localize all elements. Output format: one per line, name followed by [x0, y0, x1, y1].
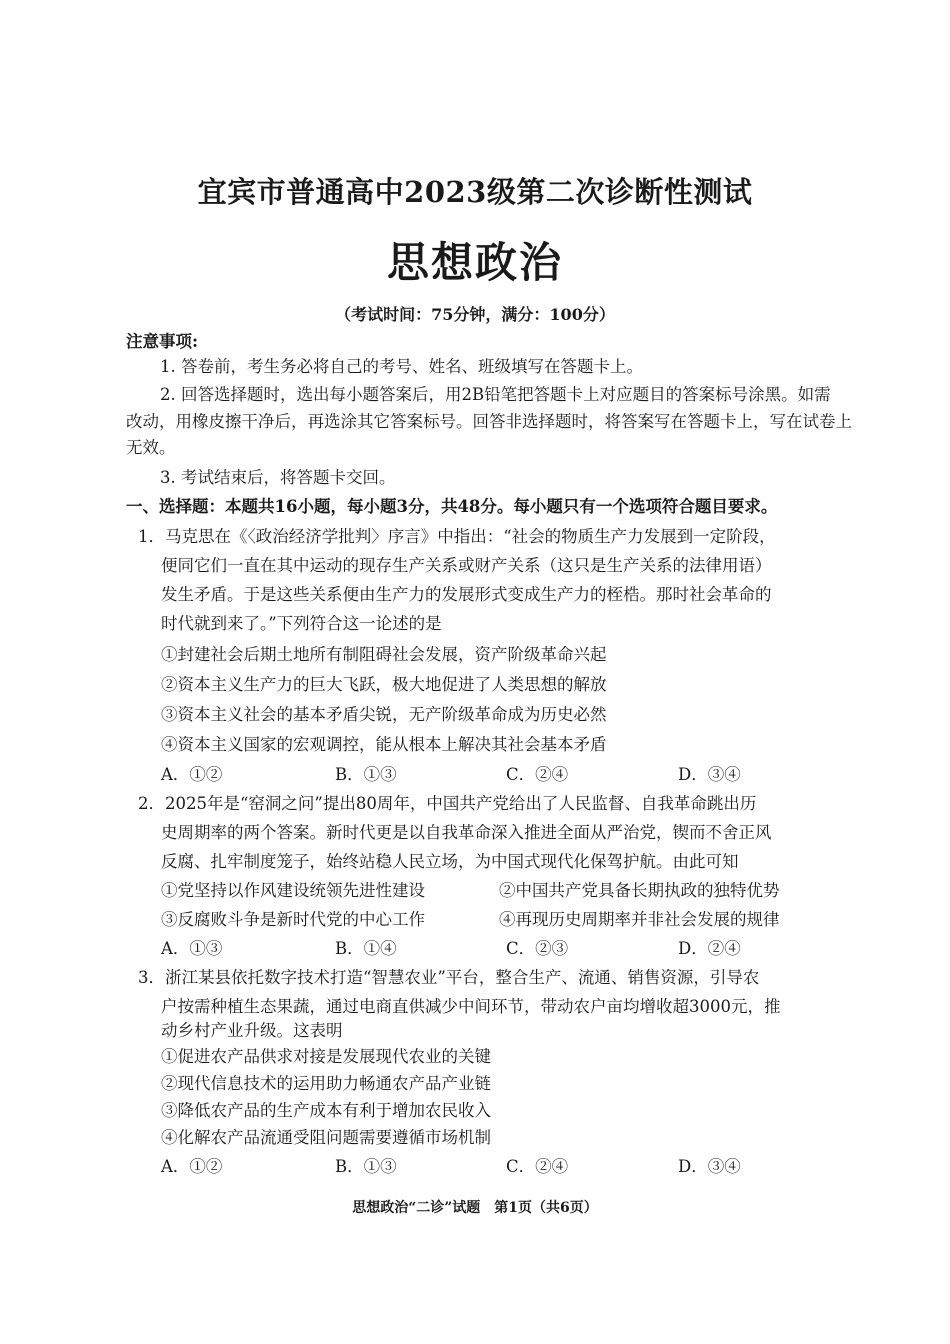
q3-stem-line-3: 动乡村产业升级。这表明 [161, 1021, 343, 1040]
q1-option-c: C．②④ [506, 765, 569, 784]
q1-stem-line-4: 时代就到来了。”下列符合这一论述的是 [161, 614, 442, 633]
q2-stem-line-2: 史周期率的两个答案。新时代更是以自我革命深入推进全面从严治党，锲而不舍正风 [161, 823, 772, 842]
q2-option-a: A．①③ [161, 939, 223, 958]
q2-statement-4: ④再现历史周期率并非社会发展的规律 [499, 910, 780, 929]
q1-options [0, 765, 950, 787]
time-note: （考试时间：75分钟，满分：100分） [335, 305, 615, 324]
q3-statement-1: ①促进农产品供求对接是发展现代农业的关键 [161, 1047, 491, 1066]
notice-item-2-line-3: 无效。 [126, 438, 176, 457]
q1-option-d: D．③④ [678, 765, 741, 784]
q1-statement-3: ③资本主义社会的基本矛盾尖锐，无产阶级革命成为历史必然 [161, 705, 607, 724]
q2-stem-line-1: 2．2025年是“窑洞之问”提出80周年，中国共产党给出了人民监督、自我革命跳出历 [138, 794, 757, 813]
q3-statement-3: ③降低农产品的生产成本有利于增加农民收入 [161, 1101, 491, 1120]
q1-stem-line-1: 1．马克思在《〈政治经济学批判〉序言》中指出：“社会的物质生产力发展到一定阶段， [138, 527, 776, 546]
q2-option-b: B．①④ [335, 939, 397, 958]
q3-statement-2: ②现代信息技术的运用助力畅通农产品产业链 [161, 1074, 491, 1093]
q3-option-c: C．②④ [506, 1157, 569, 1176]
q1-statement-2: ②资本主义生产力的巨大飞跃，极大地促进了人类思想的解放 [161, 675, 607, 694]
q3-statement-4: ④化解农产品流通受阻问题需要遵循市场机制 [161, 1128, 491, 1147]
q1-stem-line-2: 便同它们一直在其中运动的现存生产关系或财产关系（这只是生产关系的法律用语） [161, 556, 772, 575]
q2-options [0, 939, 950, 961]
q2-option-d: D．②④ [678, 939, 741, 958]
q3-options [0, 1157, 950, 1179]
q1-statement-1: ①封建社会后期土地所有制阻碍社会发展，资产阶级革命兴起 [161, 645, 607, 664]
q1-option-a: A．①② [161, 765, 223, 784]
exam-title: 宜宾市普通高中2023级第二次诊断性测试 [197, 175, 753, 209]
notice-heading: 注意事项: [126, 332, 199, 351]
q2-stem-line-3: 反腐、扎牢制度笼子，始终站稳人民立场，为中国式现代化保驾护航。由此可知 [161, 852, 739, 871]
q2-option-c: C．②③ [506, 939, 569, 958]
q3-option-d: D．③④ [678, 1157, 741, 1176]
q2-statement-2: ②中国共产党具备长期执政的独特优势 [499, 881, 780, 900]
subject-title: 思想政治 [386, 238, 563, 287]
q2-statement-1: ①党坚持以作风建设统领先进性建设 [161, 881, 425, 900]
q3-stem-line-2: 户按需种植生态果蔬，通过电商直供减少中间环节，带动农户亩均增收超3000元，推 [161, 997, 781, 1016]
q3-option-b: B．①③ [335, 1157, 397, 1176]
notice-item-1: 1. 答卷前，考生务必将自己的考号、姓名、班级填写在答题卡上。 [160, 357, 643, 376]
notice-item-2-line-1: 2. 回答选择题时，选出每小题答案后，用2B铅笔把答题卡上对应题目的答案标号涂黑。如需 [160, 385, 831, 404]
notice-item-2-line-2: 改动，用橡皮擦干净后，再选涂其它答案标号。回答非选择题时，将答案写在答题卡上，写在试卷上 [126, 412, 852, 431]
q1-option-b: B．①③ [335, 765, 397, 784]
q2-statement-3: ③反腐败斗争是新时代党的中心工作 [161, 910, 425, 929]
notice-item-3: 3. 考试结束后，将答题卡交回。 [160, 468, 396, 487]
page-footer: 思想政治“二诊”试题 第1页（共6页） [352, 1200, 598, 1216]
q3-stem-line-1: 3．浙江某县依托数字技术打造“智慧农业”平台，整合生产、流通、销售资源，引导农 [138, 968, 760, 987]
q3-option-a: A．①② [161, 1157, 223, 1176]
q1-statement-4: ④资本主义国家的宏观调控，能从根本上解决其社会基本矛盾 [161, 735, 607, 754]
q1-stem-line-3: 发生矛盾。于是这些关系便由生产力的发展形式变成生产力的桎梏。那时社会革命的 [161, 585, 772, 604]
section-heading: 一、选择题：本题共16小题，每小题3分，共48分。每小题只有一个选项符合题目要求。 [126, 497, 778, 516]
